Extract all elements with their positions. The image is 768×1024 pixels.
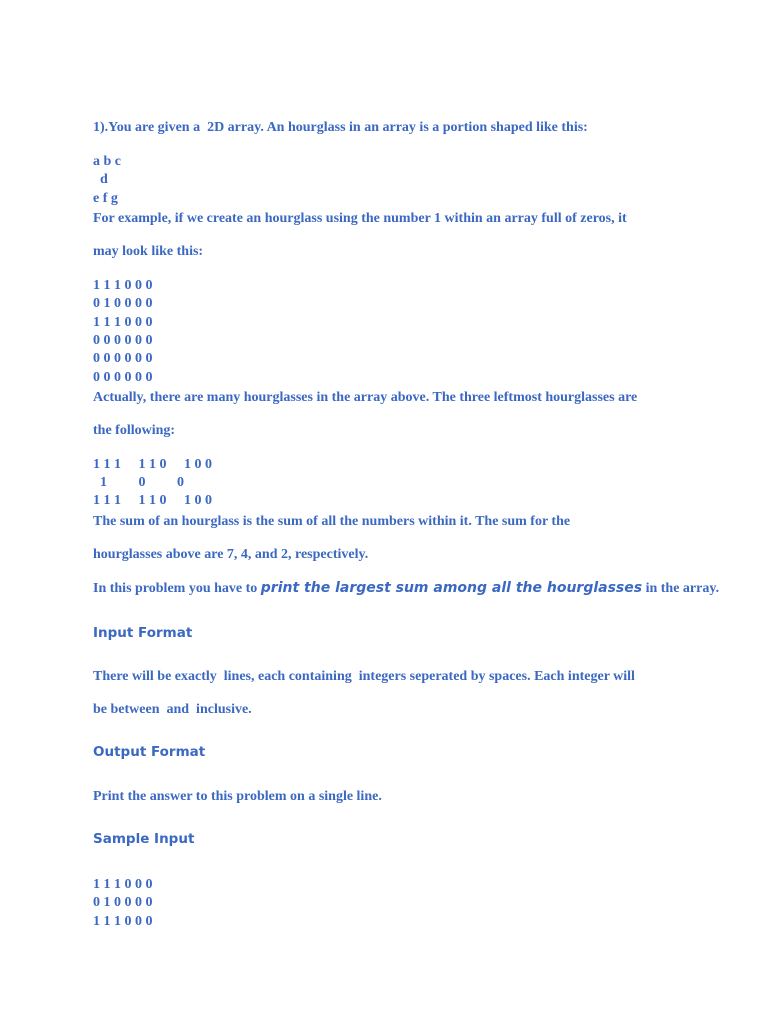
problem-intro: 1).You are given a 2D array. An hourglass in an array is a portion shaped like this: <box>93 120 588 135</box>
sample-input-row: 1 1 1 0 0 0 <box>93 877 153 892</box>
input-format-heading: Input Format <box>93 625 193 641</box>
leftmost-hourglasses-row: 1 1 1 1 1 0 1 0 0 <box>93 457 212 472</box>
hourglass-shape-line: a b c <box>93 154 121 169</box>
input-format-text: There will be exactly lines, each containing integers seperated by spaces. Each integer will <box>93 669 635 684</box>
hourglass-shape-line: d <box>93 172 108 187</box>
example-text: For example, if we create an hourglass using the number 1 within an array full of zeros, it <box>93 211 627 226</box>
example-array-row: 0 1 0 0 0 0 <box>93 296 153 311</box>
explanation-text: Actually, there are many hourglasses in the array above. The three leftmost hourglasses are <box>93 390 638 405</box>
leftmost-hourglasses-row: 1 0 0 <box>93 475 184 490</box>
example-array-row: 0 0 0 0 0 0 <box>93 351 153 366</box>
sum-text: hourglasses above are 7, 4, and 2, respectively. <box>93 547 369 562</box>
explanation-text: the following: <box>93 423 176 438</box>
sum-text: The sum of an hourglass is the sum of all the numbers within it. The sum for the <box>93 514 571 529</box>
task-suffix: in the array. <box>642 581 720 596</box>
output-format-text: Print the answer to this problem on a single line. <box>93 789 382 804</box>
input-format-text: be between and inclusive. <box>93 702 252 717</box>
example-array-row: 0 0 0 0 0 0 <box>93 333 153 348</box>
example-array-row: 1 1 1 0 0 0 <box>93 315 153 330</box>
sample-input-row: 0 1 0 0 0 0 <box>93 895 153 910</box>
example-text: may look like this: <box>93 244 204 259</box>
hourglass-shape-line: e f g <box>93 191 118 206</box>
sample-input-heading: Sample Input <box>93 831 195 847</box>
task-prefix: In this problem you have to <box>93 581 261 596</box>
output-format-heading: Output Format <box>93 744 206 760</box>
example-array-row: 0 0 0 0 0 0 <box>93 370 153 385</box>
example-array-row: 1 1 1 0 0 0 <box>93 278 153 293</box>
leftmost-hourglasses-row: 1 1 1 1 1 0 1 0 0 <box>93 493 212 508</box>
task-statement <box>93 579 719 598</box>
sample-input-row: 1 1 1 0 0 0 <box>93 914 153 929</box>
task-emphasis: print the largest sum among all the hourglasses <box>260 580 643 596</box>
